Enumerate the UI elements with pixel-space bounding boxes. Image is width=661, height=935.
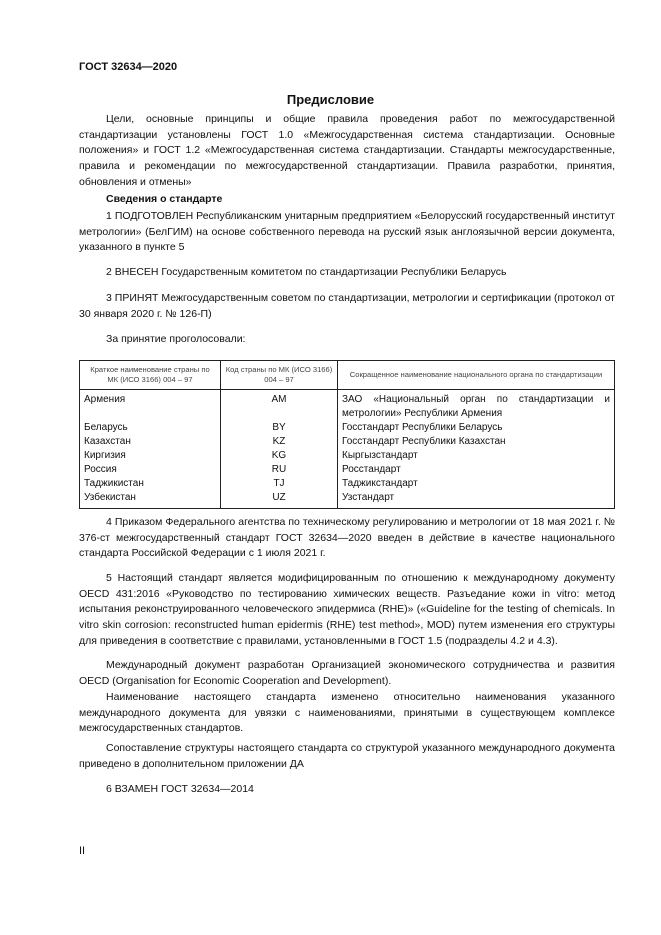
body-cell: Узстандарт: [338, 491, 615, 509]
item-5-structure: Сопоставление структуры настоящего стандарта со структурой указанного международного документа приведено в дополнительном приложении ДА: [79, 742, 615, 770]
item-3: 3 ПРИНЯТ Межгосударственным советом по стандартизации, метрологии и сертификации (протокол от 30 января 2020 г. № 126-П): [79, 292, 615, 320]
body-cell: Росстандарт: [338, 463, 615, 477]
page-number: II: [79, 845, 86, 857]
voted-label: За принятие проголосовали:: [106, 333, 246, 345]
code-cell: BY: [221, 421, 338, 435]
country-cell: Армения: [80, 390, 221, 422]
table-header-row: [80, 361, 615, 390]
country-cell: Россия: [80, 463, 221, 477]
body-cell: Кыргызстандарт: [338, 449, 615, 463]
country-cell: Таджикистан: [80, 477, 221, 491]
item-5-origin: Международный документ разработан Организацией экономического сотрудничества и развития OECD (Organisation for Economic Cooperation and Development).: [79, 659, 615, 687]
code-cell: UZ: [221, 491, 338, 509]
code-cell: TJ: [221, 477, 338, 491]
table-row: [80, 421, 615, 435]
table-row: [80, 477, 615, 491]
item-4: 4 Приказом Федерального агентства по техническому регулированию и метрологии от 18 мая 2021 г. № 376-ст межгосударственный стандарт ГОСТ 32634—2020 введен в действие в качестве национального стандарта Российской Федерации с 1 июля 2021 г.: [79, 516, 615, 560]
code-cell: KZ: [221, 435, 338, 449]
column-header-code: Код страны по МК (ИСО 3166) 004 – 97: [221, 361, 338, 390]
countries-table: [79, 360, 615, 509]
country-cell: Казахстан: [80, 435, 221, 449]
code-cell: KG: [221, 449, 338, 463]
column-header-country: Краткое наименование страны по МК (ИСО 3166) 004 – 97: [80, 361, 221, 390]
item-2: 2 ВНЕСЕН Государственным комитетом по стандартизации Республики Беларусь: [106, 266, 507, 278]
item-5: 5 Настоящий стандарт является модифицированным по отношению к международному документу OECD 431:2016 «Руководство по тестированию химических веществ. Разъедание кожи in vitro: метод испытания реконструированного человеческого эпидермиса (RHE)» («Guideline for the testing of chemicals. In vitro skin corrosion: reconstructed human epidermis (RHE) test method», MOD) путем изменения его структуры для приведения в соответствие с правилами, установленными в ГОСТ 1.5 (подразделы 4.2 и 4.3).: [79, 572, 615, 647]
page-title: Предисловие: [286, 92, 375, 107]
item-5-name-change: Наименование настоящего стандарта изменено относительно наименования указанного международного документа для увязки с наименованиями, принятыми в существующем комплексе межгосударственных стандартов.: [79, 691, 615, 735]
table-row: [80, 449, 615, 463]
country-cell: Узбекистан: [80, 491, 221, 509]
body-cell: Госстандарт Республики Беларусь: [338, 421, 615, 435]
table-row: [80, 491, 615, 509]
country-cell: Беларусь: [80, 421, 221, 435]
country-cell: Киргизия: [80, 449, 221, 463]
table-row: [80, 435, 615, 449]
body-cell: ЗАО «Национальный орган по стандартизации и метрологии» Республики Армения: [338, 390, 615, 422]
body-cell: Госстандарт Республики Казахстан: [338, 435, 615, 449]
code-cell: RU: [221, 463, 338, 477]
body-cell: Таджикстандарт: [338, 477, 615, 491]
item-1: 1 ПОДГОТОВЛЕН Республиканским унитарным предприятием «Белорусский государственный институт метрологии» (БелГИМ) на основе собственного перевода на русский язык англоязычной версии документа, указанного в пункте 5: [79, 210, 615, 254]
section-subheading: Сведения о стандарте: [106, 193, 223, 205]
table-row: [80, 390, 615, 422]
intro-paragraph: Цели, основные принципы и общие правила проведения работ по межгосударственной стандартизации установлены ГОСТ 1.0 «Межгосударственная система стандартизации. Основные положения» и ГОСТ 1.2 «Межгосударственная система стандартизации. Стандарты межгосударственные, правила и рекомендации по межгосударственной стандартизации. Правила разработки, принятия, обновления и отмены»: [79, 113, 615, 188]
code-cell: AM: [221, 390, 338, 422]
column-header-body: Сокращенное наименование национального органа по стандартизации: [338, 361, 615, 390]
table-row: [80, 463, 615, 477]
item-6: 6 ВЗАМЕН ГОСТ 32634—2014: [106, 783, 254, 795]
document-header: ГОСТ 32634—2020: [79, 61, 178, 73]
